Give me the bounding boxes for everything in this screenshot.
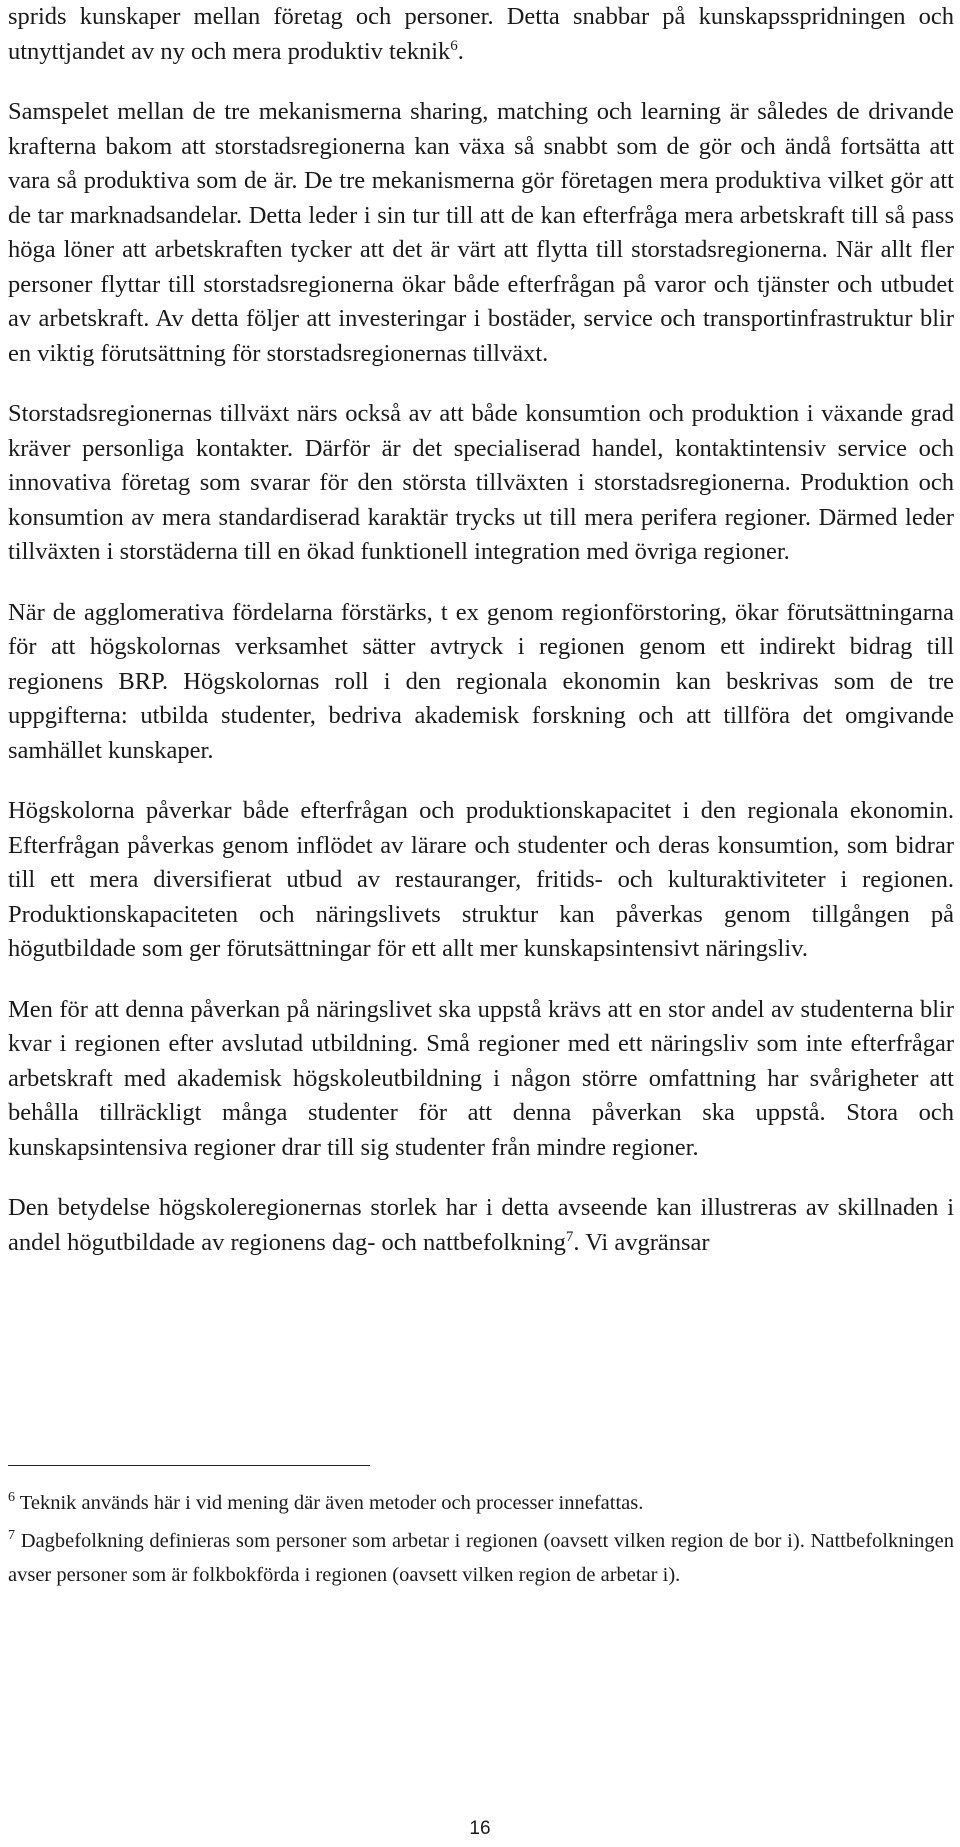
paragraph-2: Samspelet mellan de tre mekanismerna sharing, matching och learning är således de drivande krafterna bakom att storstadsregionerna kan växa så snabbt som de gör och ändå fortsätta att vara så produktiva som de är. De tre mekanismerna gör företagen mera produktiva vilket gör att de tar marknadsandelar. Detta leder i sin tur till att de kan efterfråga mera arbetskraft till så pass höga löner att arbetskraften tycker att det är värt att flytta till storstadsregionerna. När allt fler personer flyttar till storstadsregionerna ökar både efterfrågan på varor och tjänster och utbudet av arbetskraft. Av detta följer att investeringar i bostäder, service och transportinfrastruktur blir en viktig förutsättning för storstadsregionernas tillväxt. xyxy=(8,98,954,367)
paragraph-6: Men för att denna påverkan på näringslivet ska uppstå krävs att en stor andel av studenterna blir kvar i regionen efter avslutad utbildning. Små regioner med ett näringsliv som inte efterfrågar arbetskraft med akademisk högskoleutbildning i någon större omfattning har svårigheter att behålla tillräckligt många studenter för att denna påverkan ska uppstå. Stora och kunskapsintensiva regioner drar till sig studenter från mindre regioner. xyxy=(8,995,954,1161)
paragraph-text-tail: . xyxy=(457,37,464,65)
footnote-separator xyxy=(8,1465,370,1466)
paragraph-4: När de agglomerativa fördelarna förstärks, t ex genom regionförstoring, ökar förutsättningarna för att högskolornas verksamhet sätter avtryck i regionen genom ett indirekt bidrag till regionens BRP. Högskolornas roll i den regionala ekonomin kan beskrivas som de tre uppgifterna: utbilda studenter, bedriva akademisk forskning och att tillföra det omgivande samhället kunskaper. xyxy=(8,598,954,764)
footnote-text: Teknik används här i vid mening där även metoder och processer innefattas. xyxy=(19,1492,644,1514)
footnote-6 xyxy=(8,1486,954,1520)
footnote-ref-7[interactable]: 7 xyxy=(565,1228,574,1245)
paragraph-text: Den betydelse högskoleregionernas storlek har i detta avseende kan illustreras av skillnaden i andel högutbildade av regionens dag- och nattbefolkning xyxy=(8,1194,954,1256)
footnote-number: 6 xyxy=(8,1490,15,1506)
paragraph-1 xyxy=(8,0,954,69)
footnote-ref-6[interactable]: 6 xyxy=(450,37,458,54)
footnotes xyxy=(8,1486,954,1596)
paragraph-text-tail: . Vi avgränsar xyxy=(573,1228,710,1256)
body-text xyxy=(8,0,954,1286)
page-number: 16 xyxy=(469,1818,491,1839)
paragraph-3: Storstadsregionernas tillväxt närs också av att både konsumtion och produktion i växande grad kräver personliga kontakter. Därför är det specialiserad handel, kontaktintensiv service och innovativa företag som svarar för den största tillväxten i storstadsregionerna. Produktion och konsumtion av mera standardiserad karaktär trycks ut till mera perifera regioner. Därmed leder tillväxten i storstäderna till en ökad funktionell integration med övriga regioner. xyxy=(8,400,954,565)
footnote-7 xyxy=(8,1524,954,1592)
footnote-number: 7 xyxy=(8,1528,15,1544)
paragraph-5: Högskolorna påverkar både efterfrågan och produktionskapacitet i den regionala ekonomin. Efterfrågan påverkas genom inflödet av lärare och studenter och deras konsumtion, som bidrar till ett mera diversifierat utbud av restauranger, fritids- och kulturaktiviteter i regionen. Produktionskapaciteten och näringslivets struktur kan påverkas genom tillgången på högutbildade som ger förutsättningar för ett allt mer kunskapsintensivt näringsliv. xyxy=(8,797,954,962)
paragraph-7 xyxy=(8,1191,954,1260)
paragraph-text: sprids kunskaper mellan företag och personer. Detta snabbar på kunskapsspridningen och utnyttjandet av ny och mera produktiv teknik xyxy=(8,3,954,65)
footnote-text: Dagbefolkning definieras som personer som arbetar i regionen (oavsett vilken region de bor i). Nattbefolkningen avser personer som är folkbokförda i regionen (oavsett vilken region de arbetar i). xyxy=(8,1530,955,1586)
